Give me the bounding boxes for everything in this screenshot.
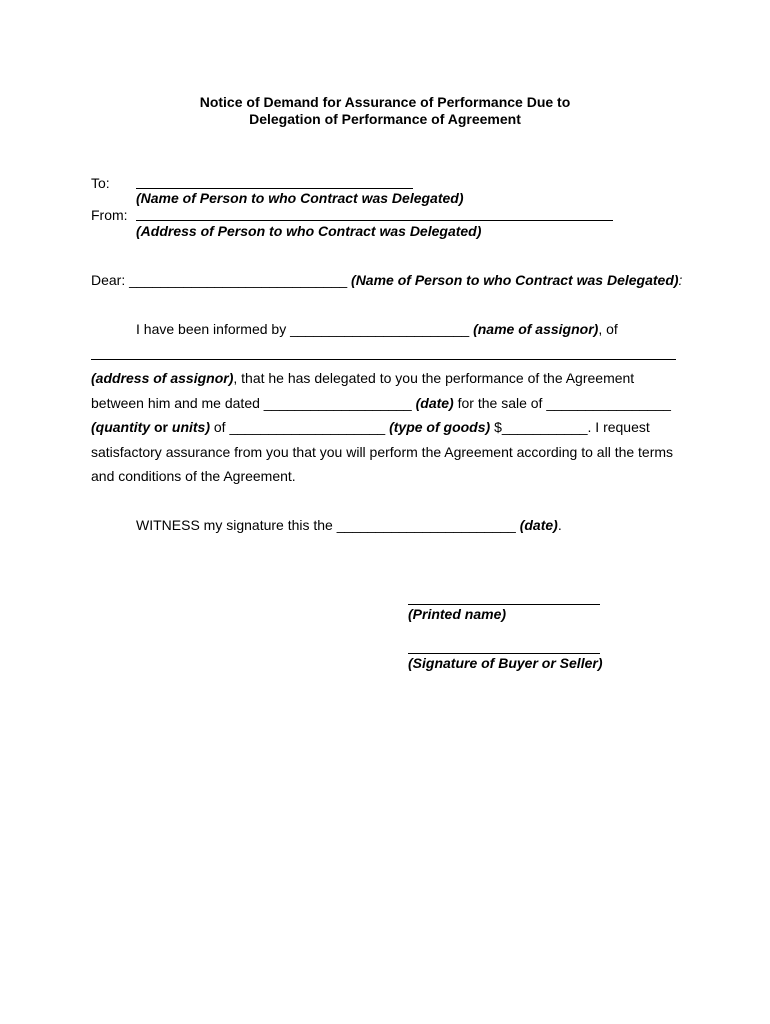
date-caption: (date) (415, 395, 454, 411)
paragraph-line-3 (91, 395, 671, 412)
from-label: From: (91, 207, 128, 223)
printed-name-blank-line[interactable] (408, 604, 600, 605)
signature-caption: (Signature of Buyer or Seller) (408, 655, 603, 671)
witness-period: . (557, 517, 562, 533)
witness-prefix: WITNESS my signature this the _______________________ (136, 517, 520, 533)
or-connector: or (150, 419, 172, 435)
witness-date-caption: (date) (519, 517, 558, 533)
assignor-address-caption: (address of assignor) (91, 370, 234, 386)
witness-line (136, 517, 562, 534)
paragraph-line-2-text: , that he has delegated to you the performance of the Agreement (233, 370, 635, 386)
to-label: To: (91, 175, 110, 191)
paragraph-line-4 (91, 419, 650, 436)
quantity-caption: (quantity (91, 419, 151, 435)
units-caption: units) (171, 419, 210, 435)
sale-of-suffix: for the sale of ________________ (453, 395, 671, 411)
from-caption: (Address of Person to who Contract was Delegated) (136, 223, 482, 239)
document-title-line-2: Delegation of Performance of Agreement (249, 111, 521, 127)
signature-blank-line[interactable] (408, 653, 600, 654)
dear-colon: : (678, 272, 683, 288)
dear-label: Dear: ____________________________ (91, 272, 348, 288)
price-request-text: $___________. I request (490, 419, 650, 435)
to-caption: (Name of Person to who Contract was Delegated) (136, 190, 464, 206)
dear-caption: (Name of Person to who Contract was Delegated) (351, 272, 679, 288)
of-blank: of ____________________ (210, 419, 390, 435)
paragraph-line-2 (91, 370, 634, 387)
paragraph-line-6: and conditions of the Agreement. (91, 468, 296, 484)
dated-prefix: between him and me dated ___________________ (91, 395, 416, 411)
printed-name-caption: (Printed name) (408, 606, 507, 622)
salutation-line (91, 272, 682, 289)
informed-prefix: I have been informed by _______________________ (136, 321, 474, 337)
to-blank-line[interactable] (136, 188, 413, 189)
paragraph-line-5: satisfactory assurance from you that you will perform the Agreement according to all the terms (91, 444, 674, 460)
paragraph-line-1 (136, 321, 618, 338)
type-of-goods-caption: (type of goods) (389, 419, 491, 435)
document-title-line-1: Notice of Demand for Assurance of Performance Due to (199, 94, 571, 110)
informed-suffix: , of (598, 321, 618, 337)
from-blank-line[interactable] (136, 220, 613, 221)
assignor-address-blank-line[interactable] (91, 359, 676, 360)
assignor-name-caption: (name of assignor) (473, 321, 599, 337)
